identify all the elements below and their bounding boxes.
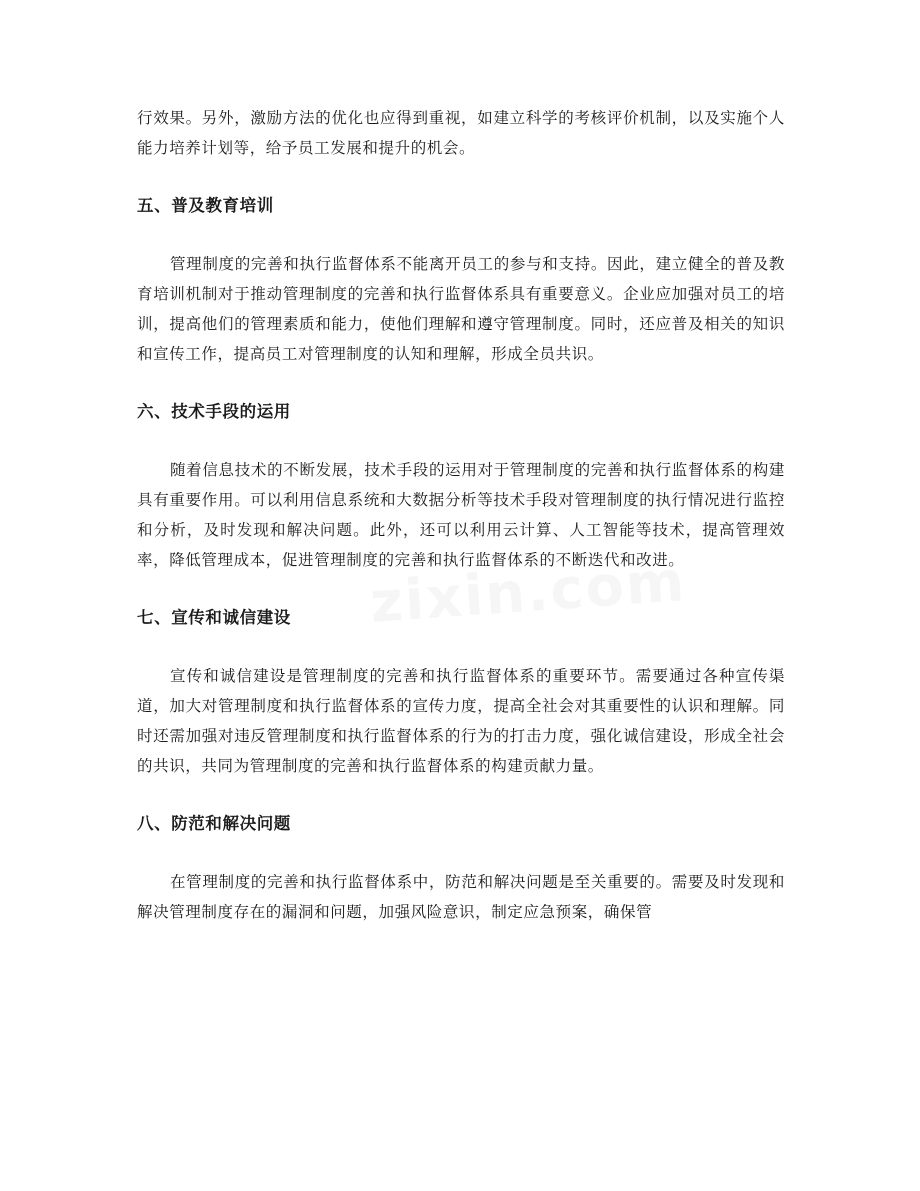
section-body-6: 随着信息技术的不断发展，技术手段的运用对于管理制度的完善和执行监督体系的构建具有重要作用。可以利用信息系统和大数据分析等技术手段对管理制度的执行情况进行监控和分析，及时发现和解决问题。此外，还可以利用云计算、人工智能等技术，提高管理效率，降低管理成本，促进管理制度的完善和执行监督体系的不断迭代和改进。 [137, 461, 785, 569]
document-body [137, 103, 785, 927]
section-heading-7: 七、宣传和诚信建设 [137, 608, 291, 627]
section-body-8: 在管理制度的完善和执行监督体系中，防范和解决问题是至关重要的。需要及时发现和解决管理制度存在的漏洞和问题，加强风险意识，制定应急预案，确保管 [137, 873, 785, 921]
section-body-5: 管理制度的完善和执行监督体系不能离开员工的参与和支持。因此，建立健全的普及教育培训机制对于推动管理制度的完善和执行监督体系具有重要意义。企业应加强对员工的培训，提高他们的管理素质和能力，使他们理解和遵守管理制度。同时，还应普及相关的知识和宣传工作，提高员工对管理制度的认知和理解，形成全员共识。 [137, 255, 785, 363]
section-heading-6: 六、技术手段的运用 [137, 402, 291, 421]
section-body-7: 宣传和诚信建设是管理制度的完善和执行监督体系的重要环节。需要通过各种宣传渠道，加大对管理制度和执行监督体系的宣传力度，提高全社会对其重要性的认识和理解。同时还需加强对违反管理制度和执行监督体系的行为的打击力度，强化诚信建设，形成全社会的共识，共同为管理制度的完善和执行监督体系的构建贡献力量。 [137, 667, 785, 775]
intro-paragraph: 行效果。另外，激励方法的优化也应得到重视，如建立科学的考核评价机制，以及实施个人能力培养计划等，给予员工发展和提升的机会。 [137, 109, 785, 157]
section-heading-5: 五、普及教育培训 [137, 196, 274, 215]
section-heading-8: 八、防范和解决问题 [137, 814, 291, 833]
